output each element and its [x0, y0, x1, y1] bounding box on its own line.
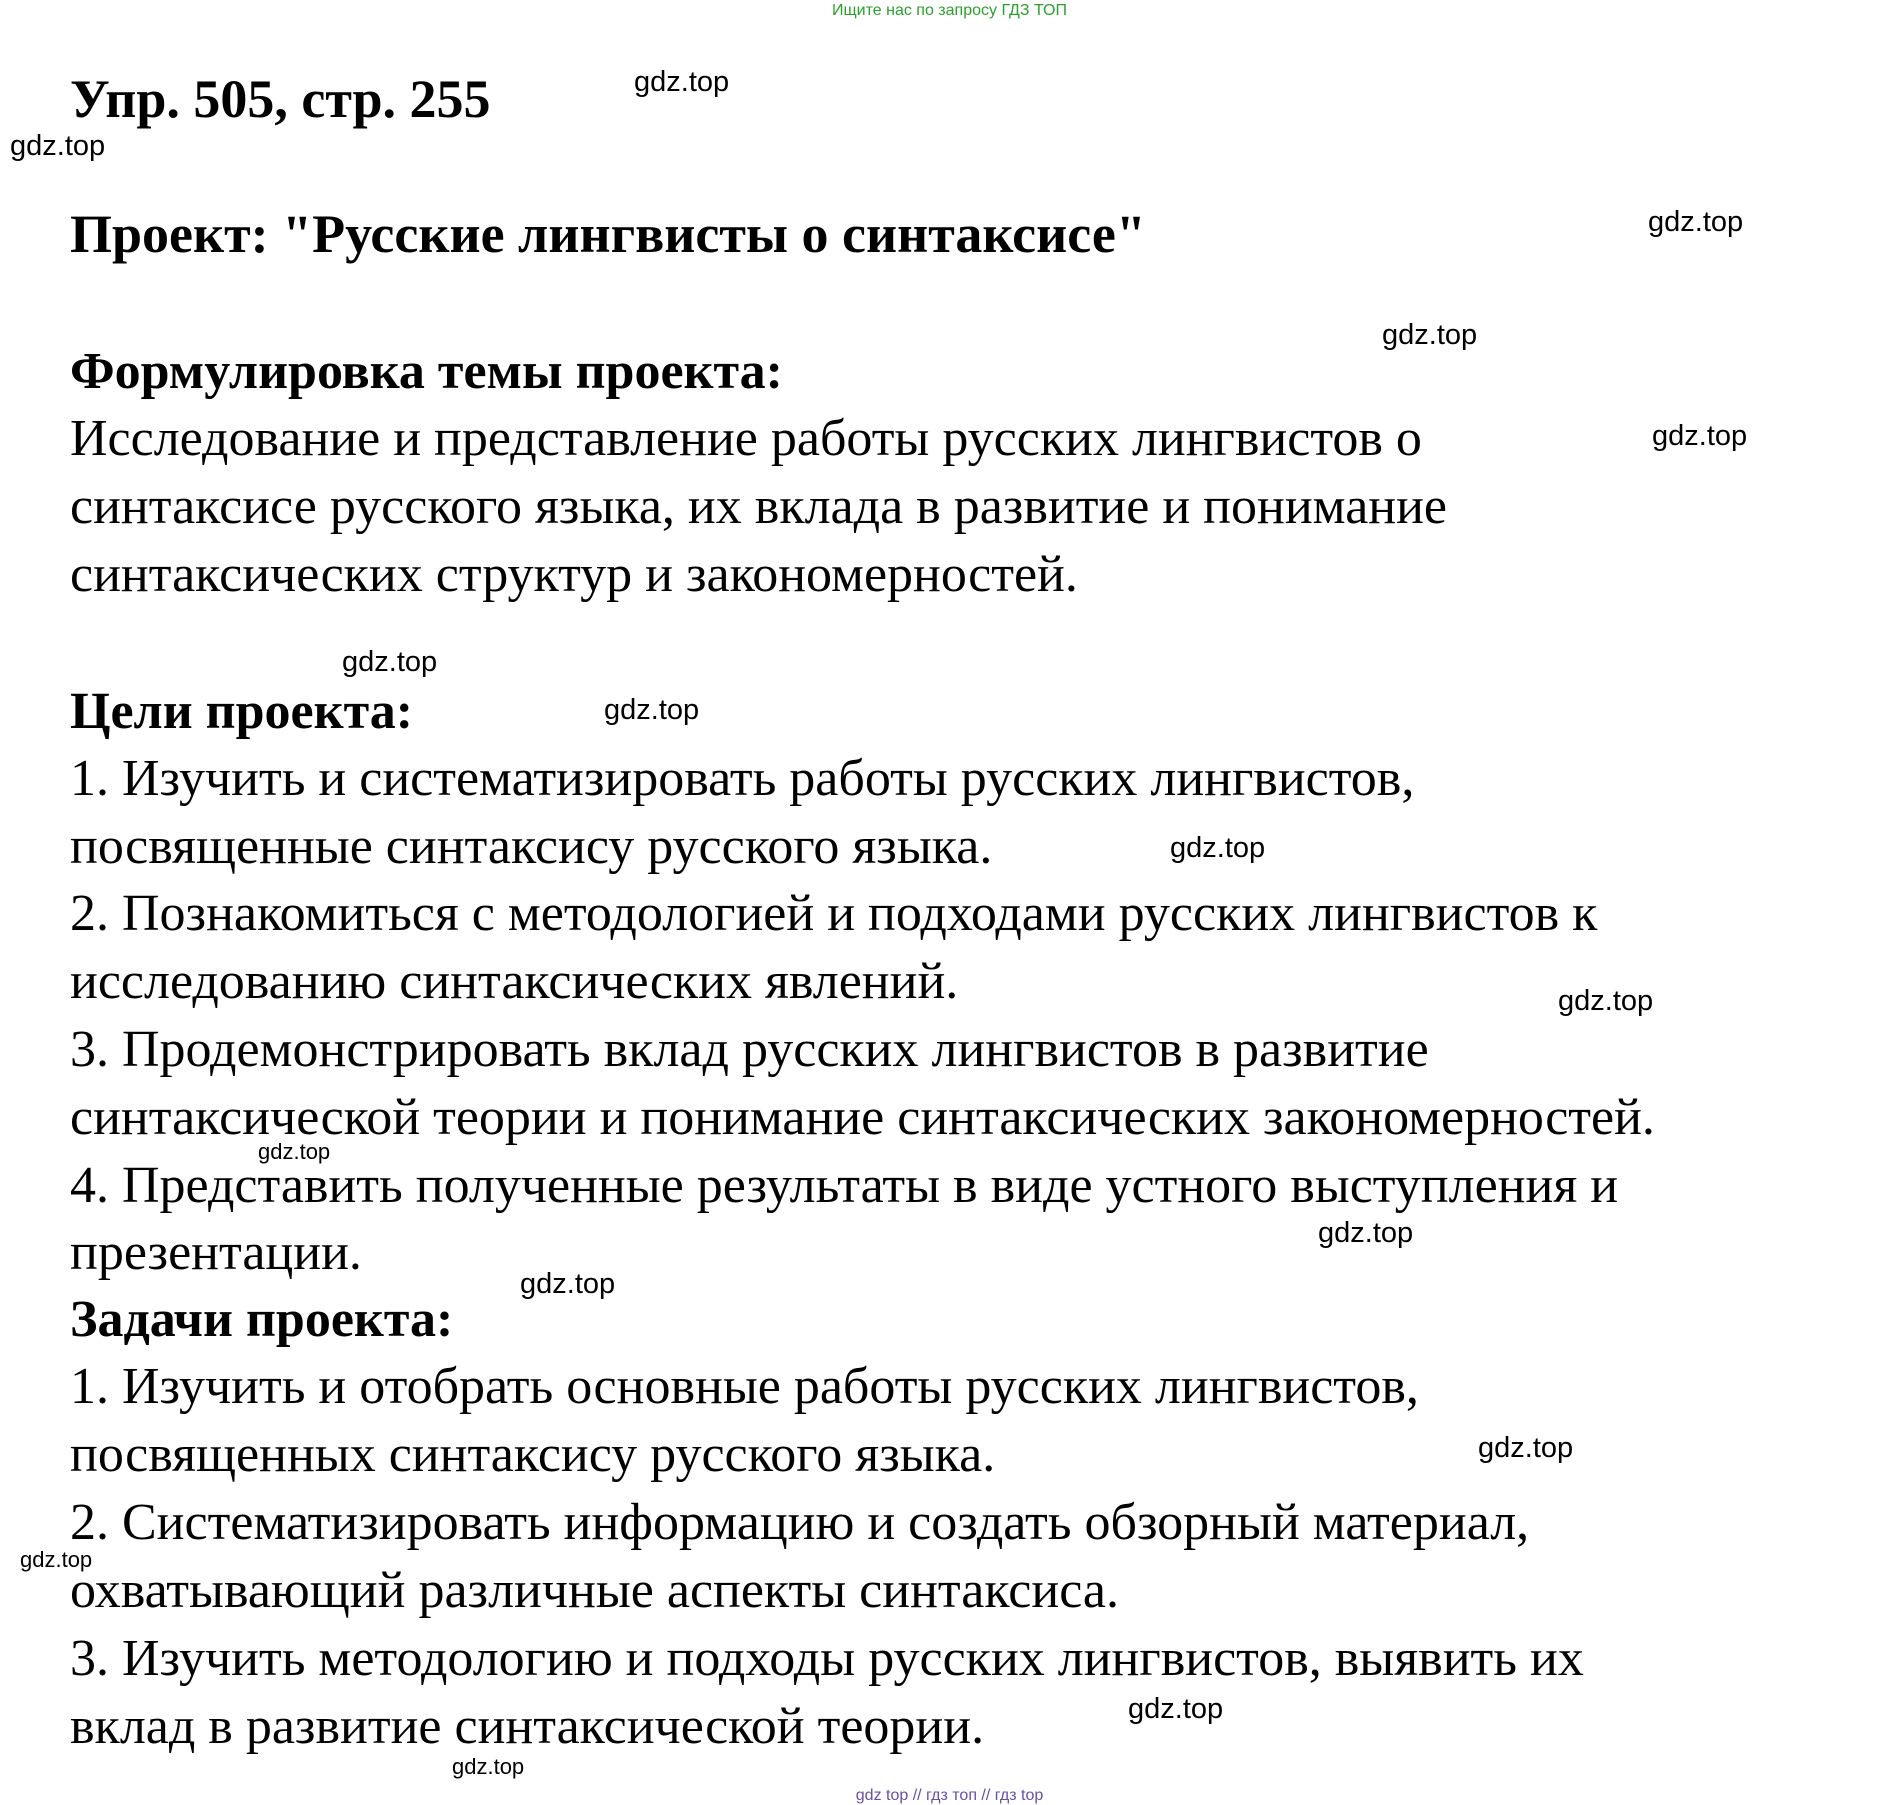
goals-line: 4. Представить полученные результаты в виде устного выступления и	[70, 1157, 1619, 1214]
theme-line: синтаксических структур и закономерностей.	[70, 546, 1078, 603]
goals-line: исследованию синтаксических явлений.	[70, 953, 959, 1010]
goals-heading: Цели проекта:	[70, 683, 414, 740]
watermark: gdz.top	[1170, 832, 1266, 864]
tasks-line: 2. Систематизировать информацию и создать обзорный материал,	[70, 1494, 1530, 1551]
tasks-heading: Задачи проекта:	[70, 1291, 454, 1348]
watermark: gdz.top	[1558, 985, 1654, 1017]
watermark: gdz.top	[1652, 420, 1748, 452]
goals-line: 2. Познакомиться с методологией и подходами русских лингвистов к	[70, 885, 1598, 942]
exercise-title: Упр. 505, стр. 255	[70, 69, 491, 129]
tasks-line: 1. Изучить и отобрать основные работы русских лингвистов,	[70, 1358, 1419, 1415]
goals-line: синтаксической теории и понимание синтаксических закономерностей.	[70, 1089, 1655, 1146]
watermark: gdz.top	[258, 1139, 331, 1164]
watermark: gdz.top	[1382, 319, 1478, 351]
goals-line: посвященные синтаксису русского языка.	[70, 818, 993, 875]
watermark: gdz.top	[604, 694, 700, 726]
watermark: gdz.top	[452, 1754, 525, 1779]
watermark: gdz.top	[10, 130, 106, 162]
tasks-line: вклад в развитие синтаксической теории.	[70, 1698, 985, 1755]
goals-line: 1. Изучить и систематизировать работы русских лингвистов,	[70, 750, 1415, 807]
theme-heading: Формулировка темы проекта:	[70, 343, 783, 400]
watermark: gdz.top	[1128, 1693, 1224, 1725]
top-search-note: Ищите нас по запросу ГДЗ ТОП	[832, 2, 1067, 19]
watermark: gdz.top	[1478, 1432, 1574, 1464]
footer-note: gdz top // гдз топ // гдз top	[855, 1787, 1044, 1804]
watermark: gdz.top	[20, 1547, 93, 1572]
watermark: gdz.top	[1648, 206, 1744, 238]
watermark: gdz.top	[1318, 1217, 1414, 1249]
watermark: gdz.top	[634, 66, 730, 98]
tasks-line: посвященных синтаксису русского языка.	[70, 1426, 996, 1483]
watermark: gdz.top	[342, 646, 438, 678]
theme-line: Исследование и представление работы русских лингвистов о	[70, 410, 1422, 467]
theme-line: синтаксисе русского языка, их вклада в развитие и понимание	[70, 478, 1448, 535]
goals-line: 3. Продемонстрировать вклад русских лингвистов в развитие	[70, 1021, 1429, 1078]
watermark: gdz.top	[520, 1268, 616, 1300]
tasks-line: охватывающий различные аспекты синтаксиса.	[70, 1562, 1120, 1619]
project-title: Проект: "Русские лингвисты о синтаксисе"	[70, 204, 1146, 264]
goals-line: презентации.	[70, 1224, 362, 1281]
tasks-line: 3. Изучить методологию и подходы русских лингвистов, выявить их	[70, 1630, 1584, 1687]
